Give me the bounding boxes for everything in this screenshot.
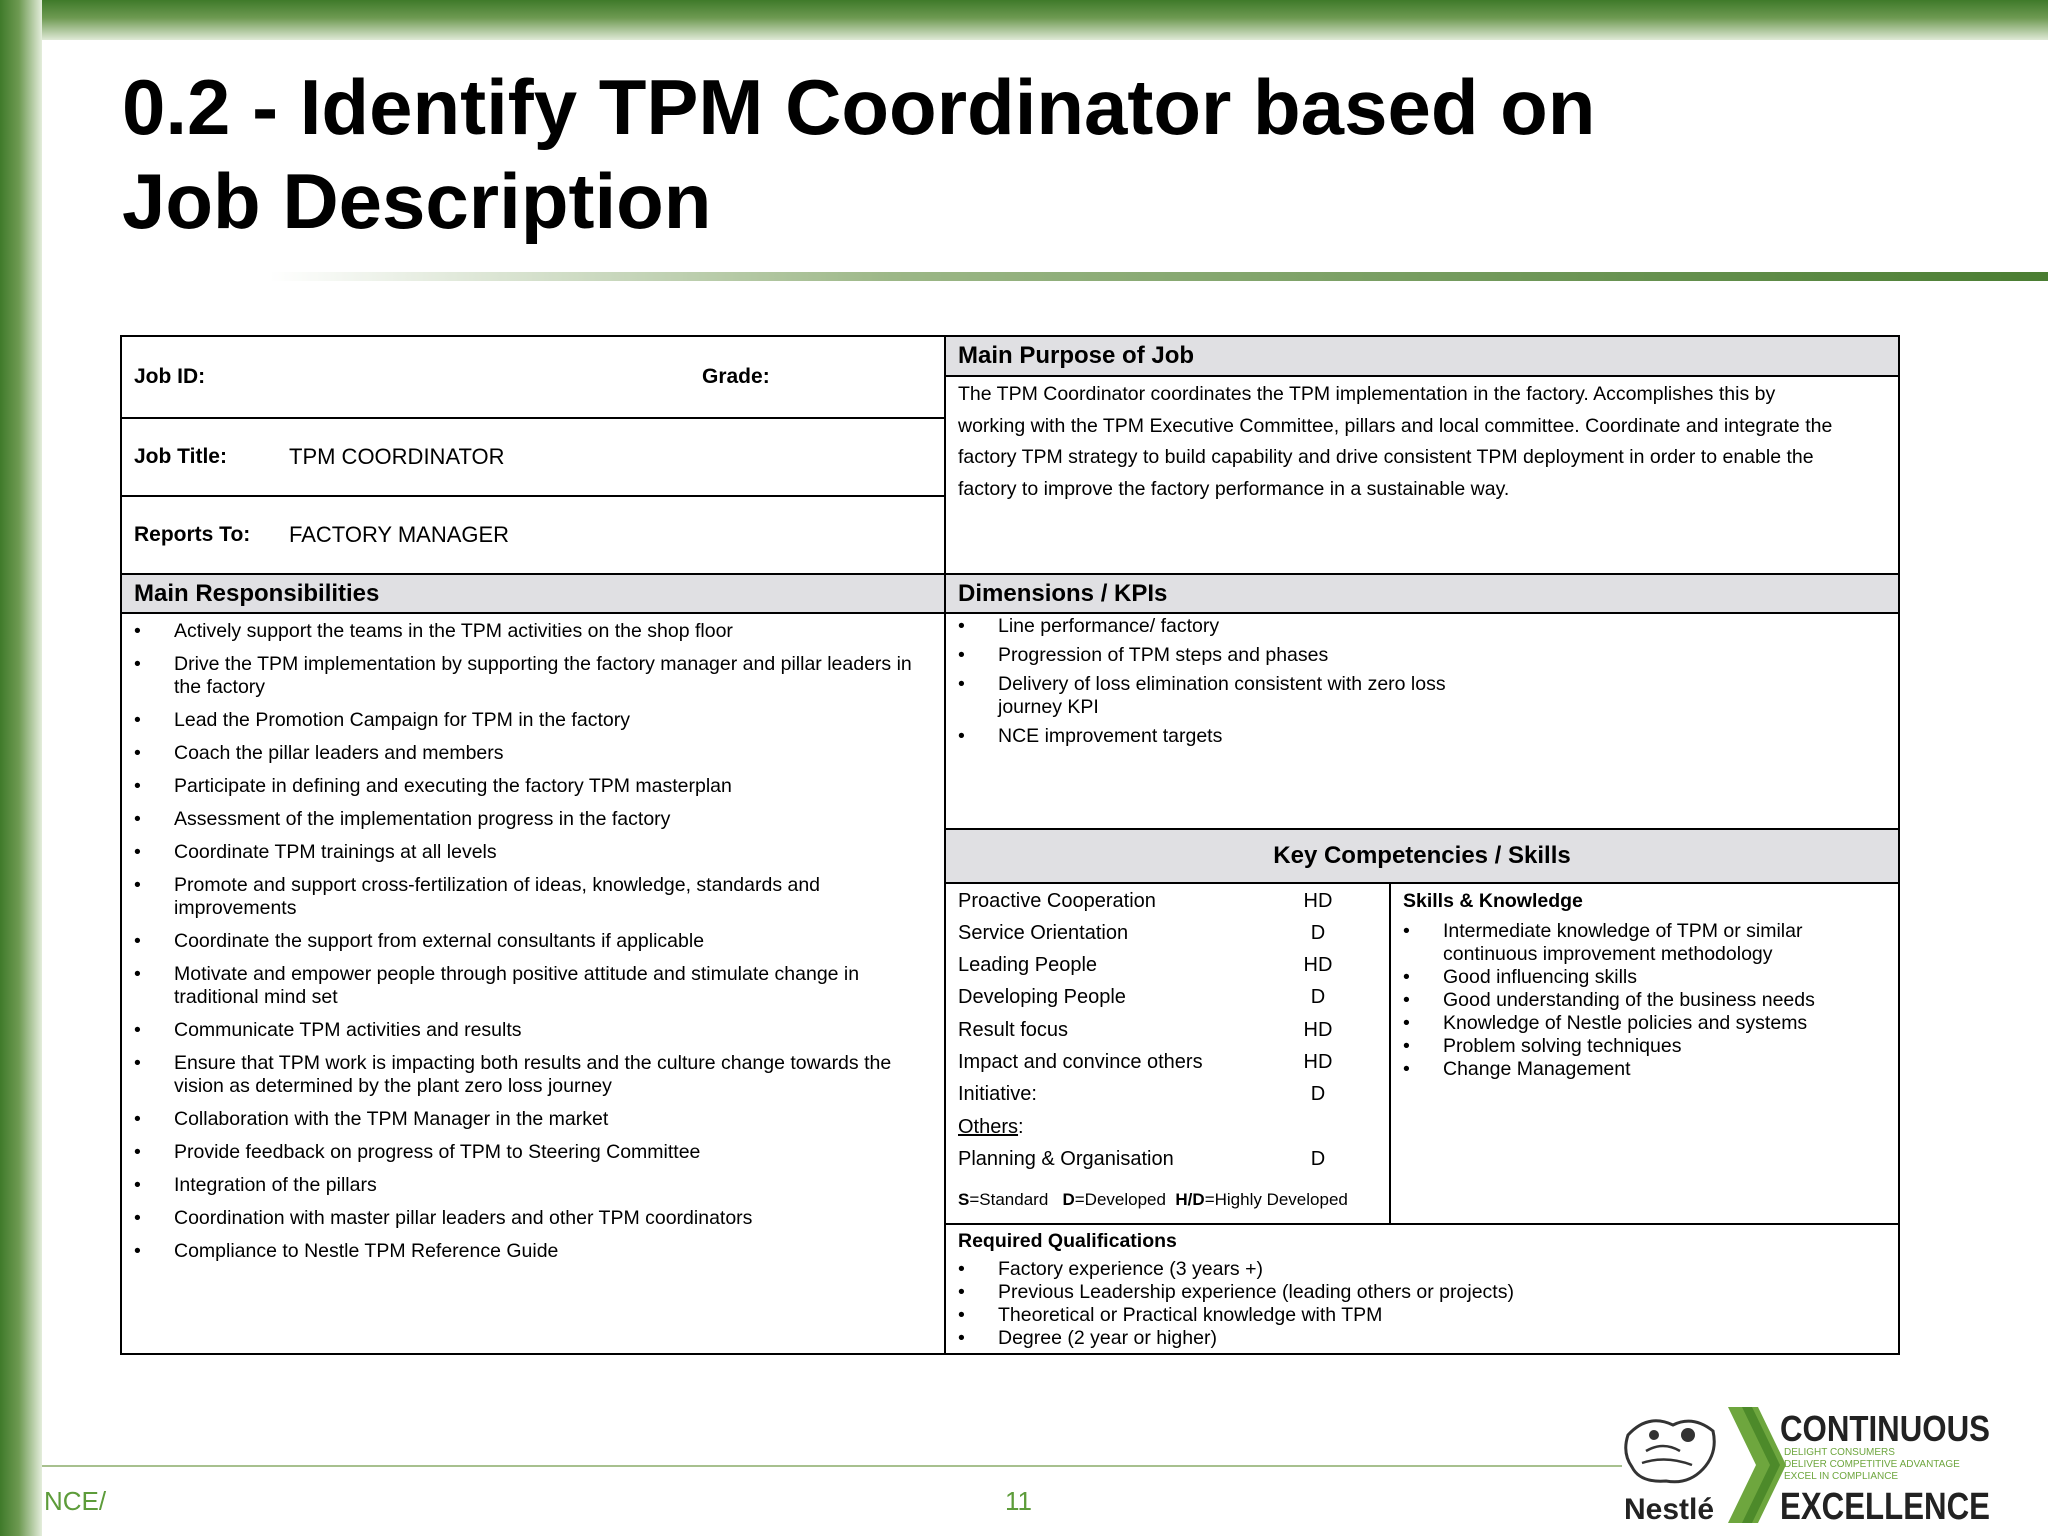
list-item: • Integration of the pillars (122, 1174, 922, 1197)
continuous-excellence-logo (1618, 1405, 1998, 1528)
title-line-1: 0.2 - Identify TPM Coordinator based on (122, 63, 1596, 151)
grade-label: Grade: (702, 365, 770, 388)
competency-level: HD (1303, 890, 1333, 912)
logo-line-1: CONTINUOUS (1780, 1408, 1990, 1449)
list-item: • Participate in defining and executing the factory TPM masterplan (122, 775, 922, 798)
competency-name: Developing People (958, 986, 1126, 1008)
competency-level: D (1310, 922, 1326, 944)
page-number: 11 (1005, 1486, 1032, 1516)
skills-header: Skills & Knowledge (1403, 890, 1583, 912)
purpose-line: The TPM Coordinator coordinates the TPM implementation in the factory. Accomplishes this by (958, 383, 1776, 405)
list-item: • Actively support the teams in the TPM activities on the shop floor (122, 620, 922, 643)
title-line-2: Job Description (122, 157, 712, 245)
slide-left-border (0, 0, 42, 1536)
legend-hd-text: =Highly Developed (1204, 1190, 1348, 1209)
footer-rule (42, 1465, 1622, 1467)
competency-level: HD (1303, 954, 1333, 976)
others-label-row (958, 1116, 1368, 1139)
list-item: • Degree (2 year or higher) (946, 1327, 1886, 1350)
list-item: • Delivery of loss elimination consistent with zero loss journey KPI (946, 673, 1486, 719)
list-item: • Collaboration with the TPM Manager in the market (122, 1108, 922, 1131)
competency-name: Planning & Organisation (958, 1148, 1174, 1170)
divider (946, 375, 1898, 377)
list-item: • Theoretical or Practical knowledge with TPM (946, 1304, 1886, 1327)
purpose-line: factory TPM strategy to build capability and drive consistent TPM deployment in order to enable the (958, 446, 1814, 468)
reports-to-row (134, 497, 934, 573)
competency-level: D (1310, 1148, 1326, 1170)
slide-top-border (0, 0, 2048, 40)
kpis-list (946, 615, 1486, 754)
logo-tagline: DELIGHT CONSUMERS (1784, 1447, 1895, 1458)
competency-name: Leading People (958, 954, 1098, 976)
list-item: • Coordinate TPM trainings at all levels (122, 841, 922, 864)
list-item: • NCE improvement targets (946, 725, 1486, 748)
slide-title (122, 60, 1872, 248)
list-item: • Line performance/ factory (946, 615, 1486, 638)
main-purpose-text (958, 379, 1893, 505)
main-responsibilities-header: Main Responsibilities (122, 575, 944, 612)
responsibilities-list (122, 620, 944, 1273)
competency-level: HD (1303, 1019, 1333, 1041)
key-competencies-header: Key Competencies / Skills (946, 830, 1898, 882)
competency-name: Service Orientation (958, 922, 1129, 944)
competency-legend (958, 1190, 1348, 1210)
legend-d-key: D (1062, 1190, 1075, 1209)
qualifications-header: Required Qualifications (958, 1230, 1177, 1252)
list-item: • Communicate TPM activities and results (122, 1019, 922, 1042)
list-item: • Coordinate the support from external consultants if applicable (122, 930, 922, 953)
list-item: • Factory experience (3 years +) (946, 1258, 1886, 1281)
competency-name: Initiative: (958, 1083, 1037, 1105)
reports-to-value: FACTORY MANAGER (289, 522, 510, 547)
main-purpose-header: Main Purpose of Job (946, 337, 1898, 375)
list-item: • Compliance to Nestle TPM Reference Guide (122, 1240, 922, 1263)
job-title-row (134, 419, 934, 495)
job-id-label: Job ID: (134, 365, 206, 388)
title-underline (270, 272, 2048, 281)
logo-tagline: DELIVER COMPETITIVE ADVANTAGE (1784, 1459, 1960, 1470)
competency-level: D (1310, 986, 1326, 1008)
list-item: • Motivate and empower people through positive attitude and stimulate change in traditional mind set (122, 963, 922, 1009)
list-item: • Problem solving techniques (1391, 1035, 1881, 1058)
list-item: • Good influencing skills (1391, 966, 1881, 989)
chevron-icon (1728, 1407, 1786, 1523)
list-item: • Ensure that TPM work is impacting both results and the culture change towards the vision as determined by the plant zero loss journey (122, 1052, 922, 1098)
list-item: • Assessment of the implementation progress in the factory (122, 808, 922, 831)
list-item: • Progression of TPM steps and phases (946, 644, 1486, 667)
list-item: • Previous Leadership experience (leading others or projects) (946, 1281, 1886, 1304)
legend-s-key: S (958, 1190, 970, 1209)
nestle-nest-icon (1626, 1421, 1715, 1482)
list-item: • Promote and support cross-fertilization of ideas, knowledge, standards and improvements (122, 874, 922, 920)
list-item: • Knowledge of Nestle policies and systems (1391, 1012, 1881, 1035)
list-item: • Coach the pillar leaders and members (122, 742, 922, 765)
competency-name: Impact and convince others (958, 1051, 1203, 1073)
legend-hd-key: H/D (1175, 1190, 1205, 1209)
list-item: • Coordination with master pillar leaders and other TPM coordinators (122, 1207, 922, 1230)
list-item: • Intermediate knowledge of TPM or similar continuous improvement methodology (1391, 920, 1881, 966)
nestle-wordmark: Nestlé (1624, 1493, 1715, 1526)
required-qualifications (946, 1225, 1898, 1353)
footer-label: NCE/ (44, 1486, 107, 1516)
job-description-table (120, 335, 1900, 1355)
list-item: • Change Management (1391, 1058, 1881, 1081)
competency-name: Result focus (958, 1019, 1069, 1041)
divider (122, 612, 1898, 614)
list-item: • Provide feedback on progress of TPM to Steering Committee (122, 1141, 922, 1164)
logo-line-2: EXCELLENCE (1780, 1486, 1990, 1528)
others-label: Others (958, 1116, 1019, 1138)
reports-to-label: Reports To: (134, 523, 251, 546)
logo-tagline: EXCEL IN COMPLIANCE (1784, 1471, 1899, 1482)
legend-s-text: =Standard (969, 1190, 1049, 1209)
competency-ratings (946, 884, 1389, 1223)
job-title-value: TPM COORDINATOR (289, 444, 505, 469)
competency-level: D (1310, 1083, 1326, 1105)
job-id-row (134, 337, 934, 417)
legend-d-text: =Developed (1074, 1190, 1166, 1209)
list-item: • Good understanding of the business needs (1391, 989, 1881, 1012)
skills-knowledge (1391, 884, 1898, 1223)
others-colon: : (1018, 1116, 1024, 1138)
purpose-line: working with the TPM Executive Committee, pillars and local committee. Coordinate and integrate the (958, 414, 1833, 437)
job-title-label: Job Title: (134, 445, 227, 468)
purpose-line: factory to improve the factory performance in a sustainable way. (958, 477, 1510, 500)
competency-name: Proactive Cooperation (958, 890, 1156, 912)
list-item: • Lead the Promotion Campaign for TPM in the factory (122, 709, 922, 732)
list-item: • Drive the TPM implementation by supporting the factory manager and pillar leaders in the factory (122, 653, 922, 699)
kpis-header: Dimensions / KPIs (946, 575, 1898, 612)
competency-level: HD (1303, 1051, 1333, 1073)
